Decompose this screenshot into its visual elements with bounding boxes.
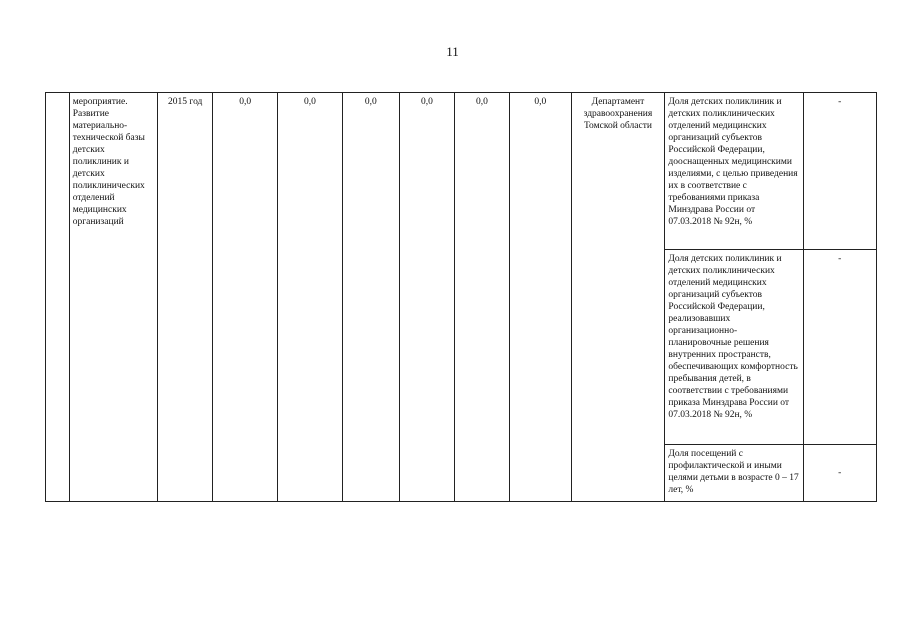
value-cell-5: 0,0	[454, 93, 509, 502]
program-table	[45, 92, 877, 502]
indicator-value-3: -	[803, 445, 876, 502]
value-cell-4: 0,0	[399, 93, 454, 502]
value-cell-6: 0,0	[510, 93, 572, 502]
indicator-value-1: -	[803, 93, 876, 250]
year-cell: 2015 год	[158, 93, 213, 502]
value-cell-1: 0,0	[213, 93, 278, 502]
event-name-cell: мероприятие. Развитие материально-технической базы детских поликлиник и детских поликлинических отделений медицинских организаций	[69, 93, 157, 502]
row-number-cell	[46, 93, 70, 502]
indicator-value-2: -	[803, 250, 876, 445]
value-cell-3: 0,0	[342, 93, 399, 502]
page-number: 11	[446, 44, 459, 59]
indicator-cell-1: Доля детских поликлиник и детских поликлинических отделений медицинских организаций субъектов Российской Федерации, дооснащенных медицинскими изделиями, с целью приведения их в соответствие с требованиями приказа Минздрава России от 07.03.2018 № 92н, %	[665, 93, 803, 250]
table-row	[46, 93, 877, 250]
department-cell: Департамент здравоохранения Томской области	[571, 93, 665, 502]
indicator-cell-3: Доля посещений с профилактической и иными целями детьми в возрасте 0 – 17 лет, %	[665, 445, 803, 502]
indicator-cell-2: Доля детских поликлиник и детских поликлинических отделений медицинских организаций субъектов Российской Федерации, реализовавших организационно-планировочные решения внутренних пространств, обеспечивающих комфортность пребывания детей, в соответствии с требованиями приказа Минздрава России от 07.03.2018 № 92н, %	[665, 250, 803, 445]
value-cell-2: 0,0	[278, 93, 343, 502]
